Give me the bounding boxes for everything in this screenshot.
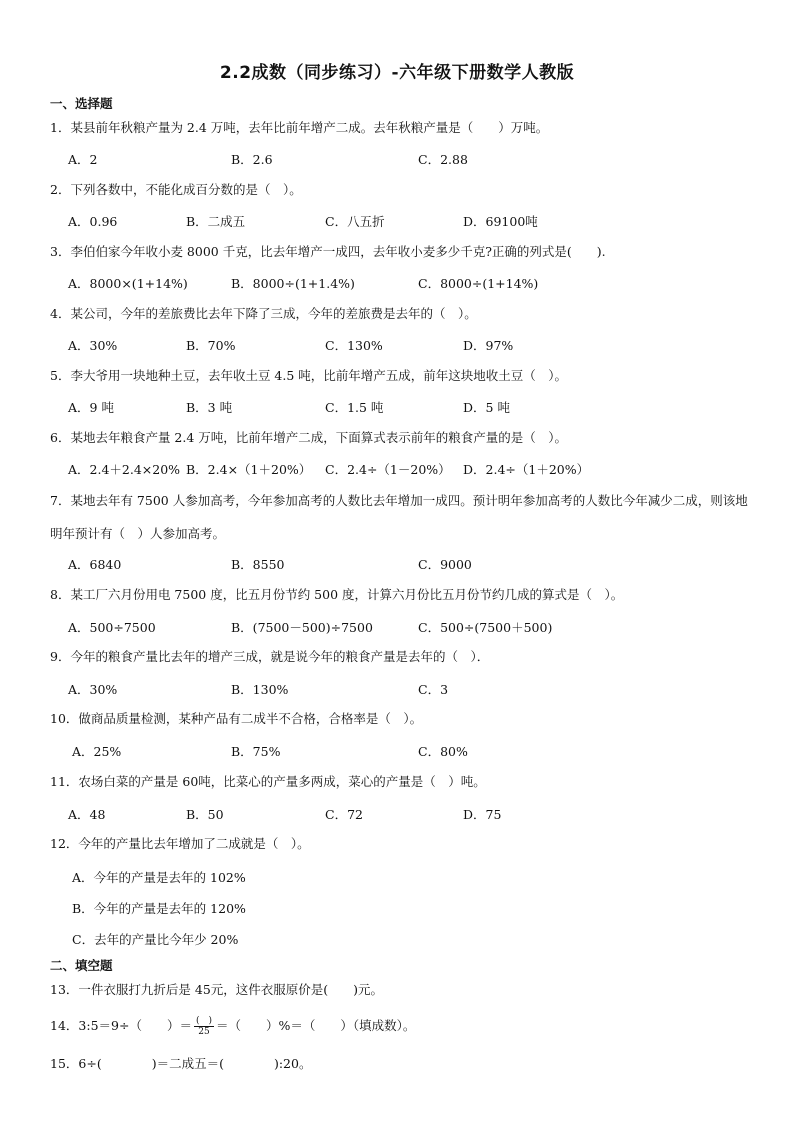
section-heading-choice: 一、选择题 <box>50 96 113 111</box>
option-a[interactable]: A．500÷7500 <box>68 620 156 635</box>
option-b[interactable]: B．(7500－500)÷7500 <box>231 620 373 635</box>
option-a[interactable]: A．今年的产量是去年的 102% <box>72 870 246 885</box>
fraction-blank[interactable] <box>194 1016 214 1037</box>
option-c[interactable]: C．3 <box>418 682 449 697</box>
option-a[interactable]: A．8000×(1+14%) <box>68 276 188 291</box>
worksheet-title: 2.2成数（同步练习）-六年级下册数学人教版 <box>219 63 575 83</box>
option-d[interactable]: D．75 <box>463 807 502 822</box>
question-15-stem: 15．6÷( )＝二成五＝( ):20。 <box>50 1056 312 1071</box>
question-3-stem: 3．李伯伯家今年收小麦 8000 千克，比去年增产一成四，去年收小麦多少千克?正确的列式是( ). <box>50 244 606 259</box>
question-7-stem: 7．某地去年有 7500 人参加高考，今年参加高考的人数比去年增加一成四。预计明年参加高考的人数比今年减少二成，则该地明年预计有（ ）人参加高考。 <box>50 493 748 541</box>
question-5-stem: 5．李大爷用一块地种土豆，去年收土豆 4.5 吨，比前年增产五成，前年这块地收土豆（ ）。 <box>50 368 568 383</box>
option-b[interactable]: B．130% <box>231 682 289 697</box>
question-11-stem: 11．农场白菜的产量是 60吨，比菜心的产量多两成，菜心的产量是（ ）吨。 <box>50 774 486 789</box>
option-b[interactable]: B．二成五 <box>186 214 246 229</box>
option-b[interactable]: B．50 <box>186 807 224 822</box>
option-c[interactable]: C．130% <box>325 338 383 353</box>
option-c[interactable]: C．2.4÷（1－20%） <box>325 462 451 477</box>
question-1-stem: 1．某县前年秋粮产量为 2.4 万吨，去年比前年增产二成。去年秋粮产量是（ ）万吨。 <box>50 120 549 135</box>
option-b[interactable]: B．2.4×（1＋20%） <box>186 462 312 477</box>
question-9-stem: 9．今年的粮食产量比去年的增产三成，就是说今年的粮食产量是去年的（ ）． <box>50 649 490 664</box>
option-d[interactable]: D．5 吨 <box>463 400 510 415</box>
option-c[interactable]: C．72 <box>325 807 363 822</box>
option-b[interactable]: B．8550 <box>231 557 285 572</box>
option-a[interactable]: A．48 <box>68 807 106 822</box>
option-b[interactable]: B．今年的产量是去年的 120% <box>72 901 246 916</box>
question-13-stem: 13．一件衣服打九折后是 45元，这件衣服原价是( )元。 <box>50 982 384 997</box>
option-d[interactable]: D．2.4÷（1＋20%） <box>463 462 590 477</box>
question-14-part-1: 14．3:5＝9÷（ ）＝ <box>50 1018 192 1033</box>
section-heading-fill-in: 二、填空题 <box>50 958 113 973</box>
option-b[interactable]: B．2.6 <box>231 152 273 167</box>
option-d[interactable]: D．69100吨 <box>463 214 538 229</box>
option-b[interactable]: B．75% <box>231 744 281 759</box>
option-c[interactable]: C．9000 <box>418 557 472 572</box>
option-a[interactable]: A．2.4＋2.4×20% <box>68 462 181 477</box>
question-2-stem: 2．下列各数中，不能化成百分数的是（ ）。 <box>50 182 302 197</box>
option-a[interactable]: A．30% <box>68 338 118 353</box>
fraction-numerator: ( ) <box>195 1016 212 1026</box>
option-a[interactable]: A．6840 <box>68 557 122 572</box>
option-a[interactable]: A．30% <box>68 682 118 697</box>
question-12-stem: 12．今年的产量比去年增加了二成就是（ ）。 <box>50 836 310 851</box>
option-a[interactable]: A．2 <box>68 152 98 167</box>
option-c[interactable]: C．2.88 <box>418 152 468 167</box>
option-b[interactable]: B．70% <box>186 338 236 353</box>
fraction-denominator: 25 <box>198 1027 210 1037</box>
question-14-part-2: ＝（ ）%＝（ ）（填成数）。 <box>215 1018 416 1033</box>
question-4-stem: 4．某公司，今年的差旅费比去年下降了三成，今年的差旅费是去年的（ ）。 <box>50 306 477 321</box>
option-c[interactable]: C．8000÷(1+14%) <box>418 276 539 291</box>
option-c[interactable]: C．500÷(7500＋500) <box>418 620 553 635</box>
option-c[interactable]: C．八五折 <box>325 214 385 229</box>
option-b[interactable]: B．3 吨 <box>186 400 233 415</box>
question-6-stem: 6．某地去年粮食产量 2.4 万吨，比前年增产二成，下面算式表示前年的粮食产量的是（ ）。 <box>50 430 568 445</box>
option-a[interactable]: A．0.96 <box>68 214 118 229</box>
option-a[interactable]: A．25% <box>72 744 122 759</box>
question-8-stem: 8．某工厂六月份用电 7500 度，比五月份节约 500 度，计算六月份比五月份节约几成的算式是（ ）。 <box>50 587 624 602</box>
option-d[interactable]: D．97% <box>463 338 514 353</box>
option-a[interactable]: A．9 吨 <box>68 400 114 415</box>
option-c[interactable]: C．去年的产量比今年少 20% <box>72 932 239 947</box>
question-10-stem: 10．做商品质量检测，某种产品有二成半不合格，合格率是（ ）。 <box>50 711 423 726</box>
question-14-stem <box>50 1012 750 1040</box>
option-c[interactable]: C．80% <box>418 744 468 759</box>
option-c[interactable]: C．1.5 吨 <box>325 400 384 415</box>
option-b[interactable]: B．8000÷(1+1.4%) <box>231 276 355 291</box>
